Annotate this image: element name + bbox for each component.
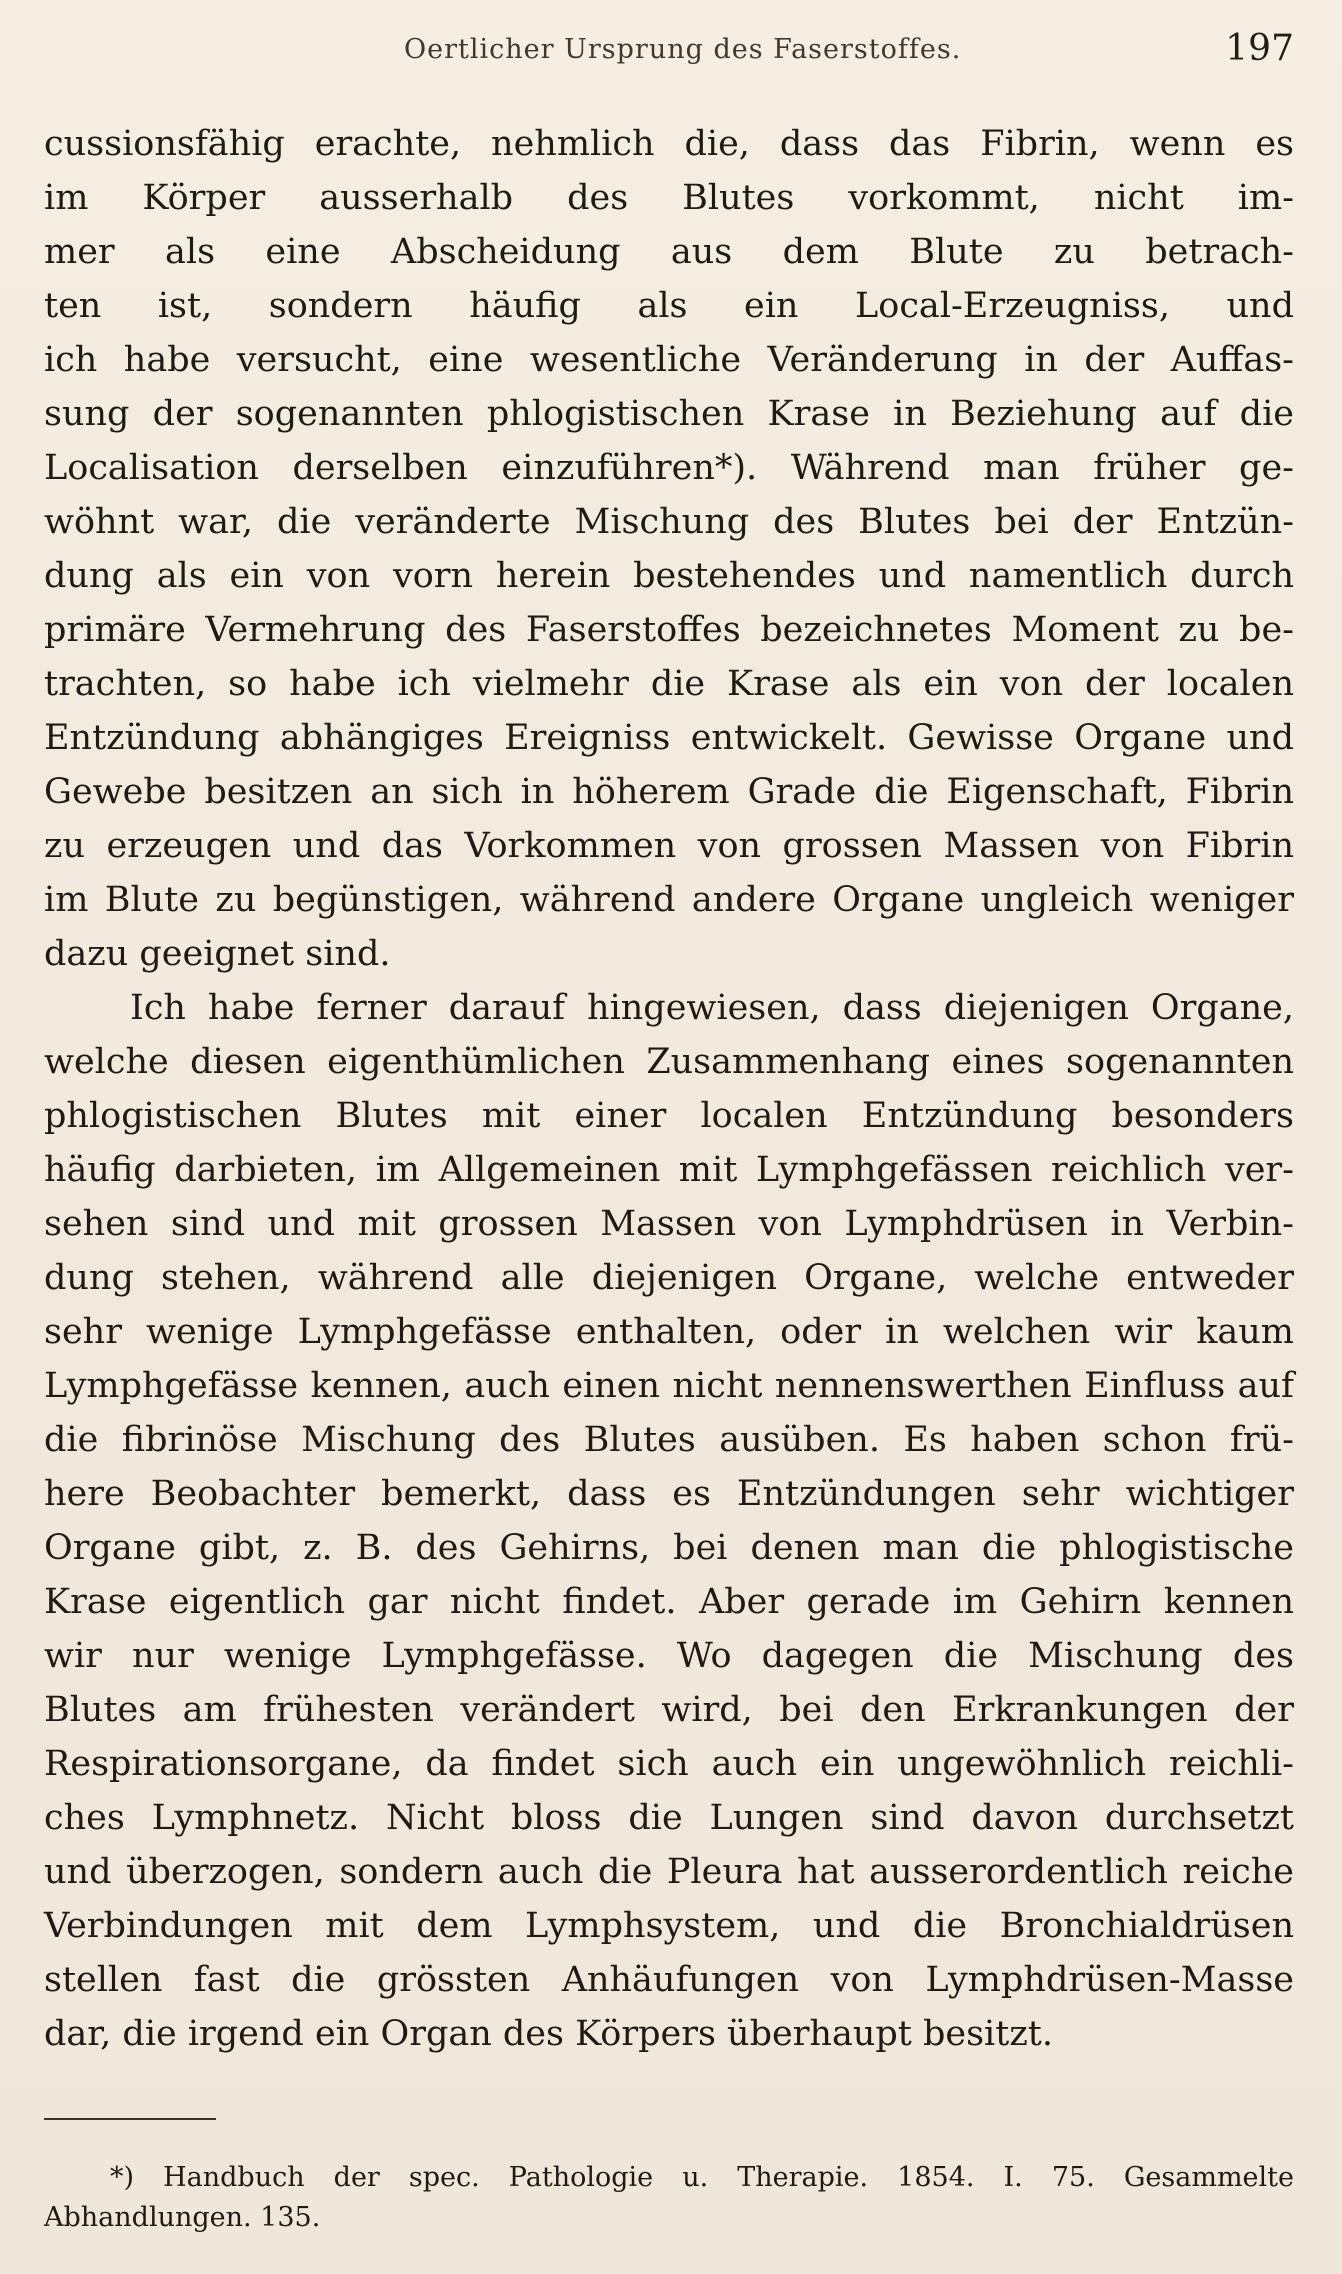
text-line: mer als eine Abscheidung aus dem Blute zu betrach- [44,232,1294,272]
text-line: here Beobachter bemerkt, dass es Entzündungen sehr wichtiger [44,1474,1294,1514]
page-header [44,28,1294,78]
text-line: Entzündung abhängiges Ereigniss entwickelt. Gewisse Organe und [44,718,1294,758]
text-line: Respirationsorgane, da findet sich auch ein ungewöhnlich reichli- [44,1744,1294,1784]
text-line: sehen sind und mit grossen Massen von Lymphdrüsen in Verbin- [44,1204,1294,1244]
text-line: Localisation derselben einzuführen*). Während man früher ge- [44,448,1294,488]
text-line: Verbindungen mit dem Lymphsystem, und die Bronchialdrüsen [44,1906,1294,1946]
text-line: dar, die irgend ein Organ des Körpers überhaupt besitzt. [44,2014,1053,2054]
text-line: die fibrinöse Mischung des Blutes ausüben. Es haben schon frü- [44,1420,1294,1460]
text-line: dazu geeignet sind. [44,934,391,974]
text-line: wöhnt war, die veränderte Mischung des Blutes bei der Entzün- [44,502,1294,542]
text-line: Organe gibt, z. B. des Gehirns, bei denen man die phlogistische [44,1528,1294,1568]
footnote-line: *) Handbuch der spec. Pathologie u. Therapie. 1854. I. 75. Gesammelte [110,2162,1294,2193]
text-line: welche diesen eigenthümlichen Zusammenhang eines sogenannten [44,1042,1294,1082]
body-text [44,117,1294,2061]
footnote-divider [44,2118,216,2120]
text-line: im Körper ausserhalb des Blutes vorkommt, nicht im- [44,178,1294,218]
text-line: dung als ein von vorn herein bestehendes und namentlich durch [44,556,1294,596]
text-line: häufig darbieten, im Allgemeinen mit Lymphgefässen reichlich ver- [44,1150,1294,1190]
text-line: im Blute zu begünstigen, während andere Organe ungleich weniger [44,880,1294,920]
text-line: sung der sogenannten phlogistischen Krase in Beziehung auf die [44,394,1294,434]
text-line: Krase eigentlich gar nicht findet. Aber gerade im Gehirn kennen [44,1582,1294,1622]
text-line: Blutes am frühesten verändert wird, bei den Erkrankungen der [44,1690,1294,1730]
text-line: wir nur wenige Lymphgefässe. Wo dagegen die Mischung des [44,1636,1294,1676]
page-number: 197 [1225,28,1294,69]
text-line: cussionsfähig erachte, nehmlich die, dass das Fibrin, wenn es [44,124,1294,164]
footnote [44,2158,1294,2238]
text-line: trachten, so habe ich vielmehr die Krase als ein von der localen [44,664,1294,704]
text-line: Lymphgefässe kennen, auch einen nicht nennenswerthen Einfluss auf [44,1366,1294,1406]
text-line: zu erzeugen und das Vorkommen von grossen Massen von Fibrin [44,826,1294,866]
footnote-line: Abhandlungen. 135. [44,2202,321,2233]
text-line: ches Lymphnetz. Nicht bloss die Lungen sind davon durchsetzt [44,1798,1294,1838]
text-line: primäre Vermehrung des Faserstoffes bezeichnetes Moment zu be- [44,610,1294,650]
text-line: und überzogen, sondern auch die Pleura hat ausserordentlich reiche [44,1852,1294,1892]
text-line: Gewebe besitzen an sich in höherem Grade die Eigenschaft, Fibrin [44,772,1294,812]
text-line: stellen fast die grössten Anhäufungen von Lymphdrüsen-Masse [44,1960,1294,2000]
text-line: ten ist, sondern häufig als ein Local-Erzeugniss, und [44,286,1294,326]
text-line: phlogistischen Blutes mit einer localen Entzündung besonders [44,1096,1294,1136]
text-line: Ich habe ferner darauf hingewiesen, dass diejenigen Organe, [130,988,1294,1028]
text-line: sehr wenige Lymphgefässe enthalten, oder in welchen wir kaum [44,1312,1294,1352]
text-line: dung stehen, während alle diejenigen Organe, welche entweder [44,1258,1294,1298]
running-head: Oertlicher Ursprung des Faserstoffes. [404,34,962,65]
text-line: ich habe versucht, eine wesentliche Veränderung in der Auffas- [44,340,1294,380]
